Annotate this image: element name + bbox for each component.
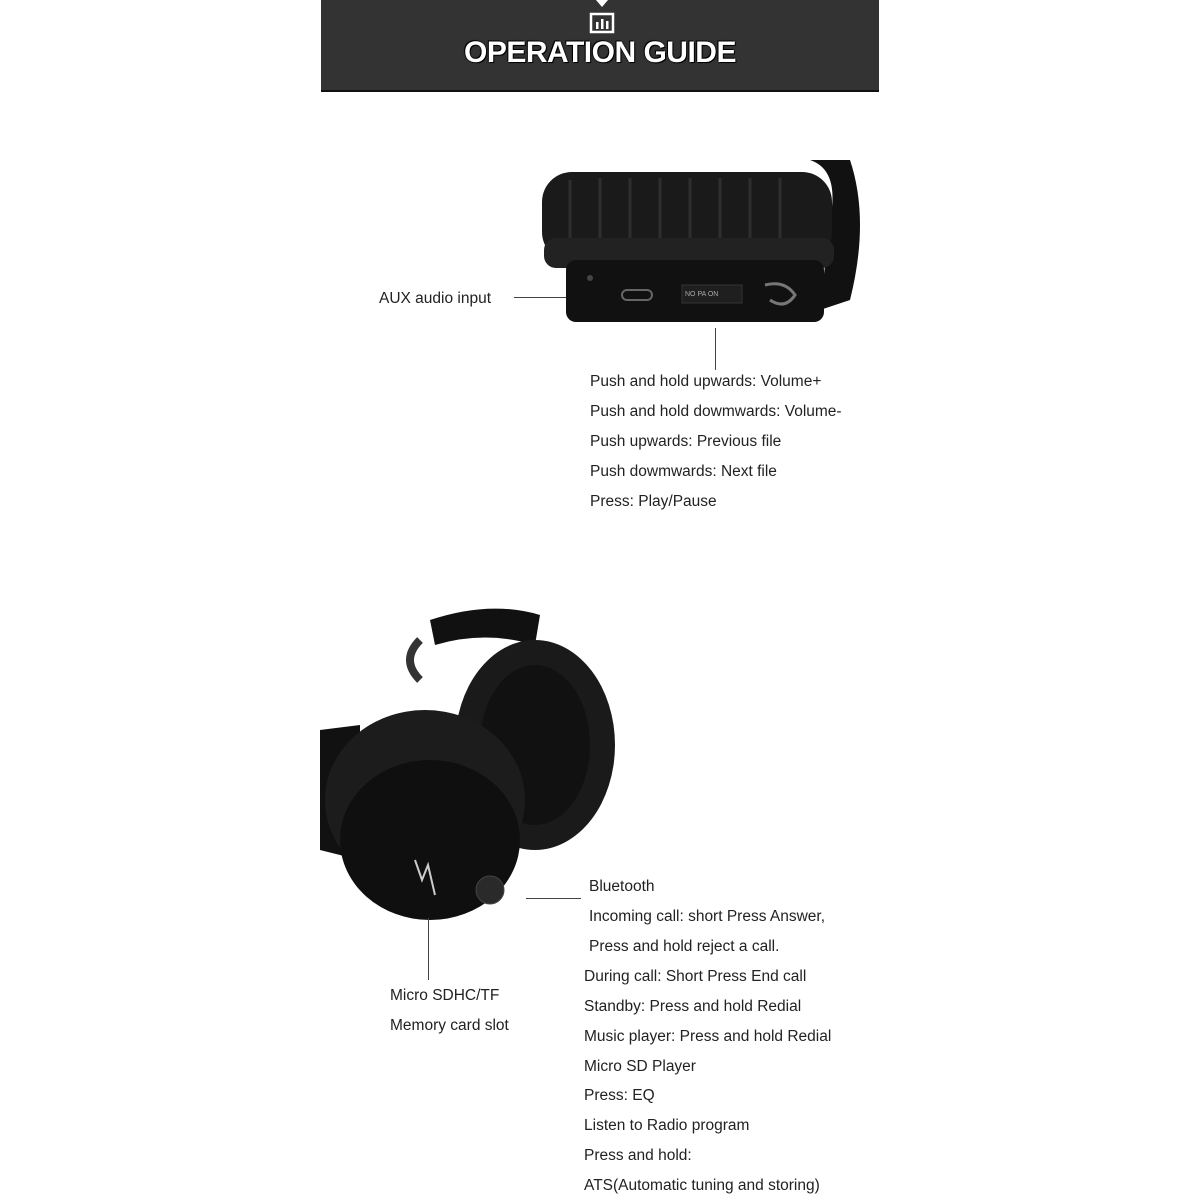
aux-pointer-line [514, 297, 566, 298]
instruction-line: Press and hold reject a call. [589, 938, 780, 955]
instruction-line: Push dowmwards: Next file [590, 463, 777, 480]
card-slot-label: Micro SDHC/TF [390, 987, 500, 1004]
equalizer-icon [589, 0, 615, 38]
instruction-line: Listen to Radio program [584, 1117, 750, 1134]
instruction-line: Incoming call: short Press Answer, [589, 908, 826, 925]
instruction-line: Push and hold upwards: Volume+ [590, 373, 822, 390]
headphone-front-image [320, 600, 620, 960]
instruction-line: Push and hold dowmwards: Volume- [590, 403, 842, 420]
page-title: OPERATION GUIDE [464, 36, 736, 69]
bluetooth-pointer-line [526, 898, 581, 899]
instruction-line: Press and hold: [584, 1147, 692, 1164]
card-slot-pointer-line [428, 918, 429, 980]
instruction-line: Music player: Press and hold Redial [584, 1028, 832, 1045]
instruction-line: Press: Play/Pause [590, 493, 717, 510]
bluetooth-heading: Bluetooth [589, 878, 655, 895]
instruction-line: Push upwards: Previous file [590, 433, 782, 450]
svg-text:NO PA ON: NO PA ON [685, 291, 719, 298]
aux-label: AUX audio input [379, 290, 492, 307]
headphone-side-image [530, 160, 870, 330]
instruction-line: ATS(Automatic tuning and storing) [584, 1177, 820, 1194]
card-slot-label: Memory card slot [390, 1017, 509, 1034]
instruction-line: Press: EQ [584, 1087, 655, 1104]
instruction-line: Micro SD Player [584, 1058, 696, 1075]
header-banner [321, 0, 879, 92]
instruction-line: Standby: Press and hold Redial [584, 998, 802, 1015]
switch-pointer-line [715, 328, 716, 370]
instruction-line: During call: Short Press End call [584, 968, 807, 985]
